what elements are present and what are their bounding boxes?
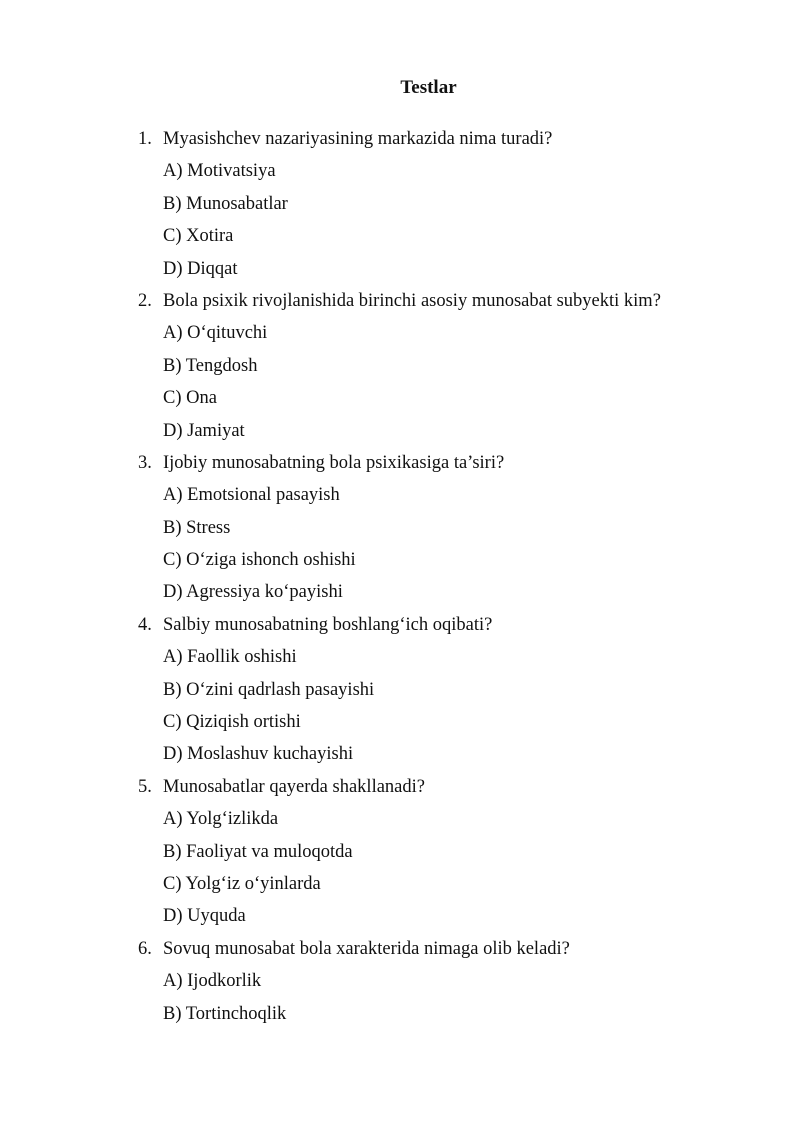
- option-3a: [0, 483, 800, 515]
- question-number: 5.: [138, 776, 152, 797]
- page-title: Testlar: [400, 77, 457, 98]
- option-text: D) Diqqat: [163, 258, 238, 279]
- option-text: A) Faollik oshishi: [163, 647, 297, 668]
- question-number: 3.: [138, 452, 152, 473]
- option-text: C) Xotira: [163, 226, 234, 247]
- option-text: B) Faoliyat va muloqotda: [163, 841, 353, 862]
- question-1: [0, 127, 800, 159]
- option-2b: [0, 354, 800, 386]
- question-text: Sovuq munosabat bola xarakterida nimaga olib keladi?: [163, 938, 570, 959]
- question-text: Ijobiy munosabatning bola psixikasiga ta’siri?: [163, 452, 505, 473]
- option-1a: [0, 159, 800, 191]
- option-text: B) Munosabatlar: [163, 193, 288, 214]
- question-list: [0, 127, 800, 1034]
- option-3d: [0, 580, 800, 612]
- option-5d: [0, 904, 800, 936]
- option-4c: [0, 710, 800, 742]
- option-6b: [0, 1002, 800, 1034]
- option-3c: [0, 548, 800, 580]
- option-6a: [0, 969, 800, 1001]
- question-text: Munosabatlar qayerda shakllanadi?: [163, 776, 425, 797]
- option-4d: [0, 742, 800, 774]
- question-text: Bola psixik rivojlanishida birinchi asosiy munosabat subyekti kim?: [163, 290, 661, 311]
- option-1c: [0, 224, 800, 256]
- option-5a: [0, 807, 800, 839]
- option-text: D) Uyquda: [163, 906, 246, 927]
- question-text: Salbiy munosabatning boshlang‘ich oqibati?: [163, 614, 493, 635]
- option-text: C) O‘ziga ishonch oshishi: [163, 550, 356, 571]
- option-text: A) Emotsional pasayish: [163, 485, 340, 506]
- option-text: A) Ijodkorlik: [163, 971, 262, 992]
- option-2c: [0, 386, 800, 418]
- question-2: [0, 289, 800, 321]
- option-text: C) Ona: [163, 388, 217, 409]
- option-4b: [0, 678, 800, 710]
- option-text: D) Jamiyat: [163, 420, 245, 441]
- option-3b: [0, 516, 800, 548]
- question-4: [0, 613, 800, 645]
- option-1d: [0, 257, 800, 289]
- question-number: 1.: [138, 129, 152, 149]
- option-text: B) Stress: [163, 517, 231, 538]
- option-5c: [0, 872, 800, 904]
- question-text: Myasishchev nazariyasining markazida nima turadi?: [163, 129, 553, 149]
- question-number: 4.: [138, 614, 152, 635]
- option-text: C) Yolg‘iz o‘yinlarda: [163, 873, 321, 894]
- option-text: B) Tortinchoqlik: [163, 1003, 287, 1024]
- option-1b: [0, 192, 800, 224]
- option-2a: [0, 321, 800, 353]
- question-5: [0, 775, 800, 807]
- option-2d: [0, 419, 800, 451]
- option-text: A) Yolg‘izlikda: [163, 809, 279, 830]
- option-text: B) Tengdosh: [163, 355, 258, 376]
- question-6: [0, 937, 800, 969]
- option-5b: [0, 840, 800, 872]
- question-3: [0, 451, 800, 483]
- option-text: A) Motivatsiya: [163, 161, 276, 182]
- option-text: B) O‘zini qadrlash pasayishi: [163, 679, 375, 700]
- option-text: C) Qiziqish ortishi: [163, 712, 301, 733]
- option-text: D) Agressiya ko‘payishi: [163, 582, 343, 603]
- option-text: D) Moslashuv kuchayishi: [163, 744, 354, 765]
- question-number: 2.: [138, 290, 152, 311]
- question-number: 6.: [138, 938, 152, 959]
- option-text: A) O‘qituvchi: [163, 323, 268, 344]
- option-4a: [0, 645, 800, 677]
